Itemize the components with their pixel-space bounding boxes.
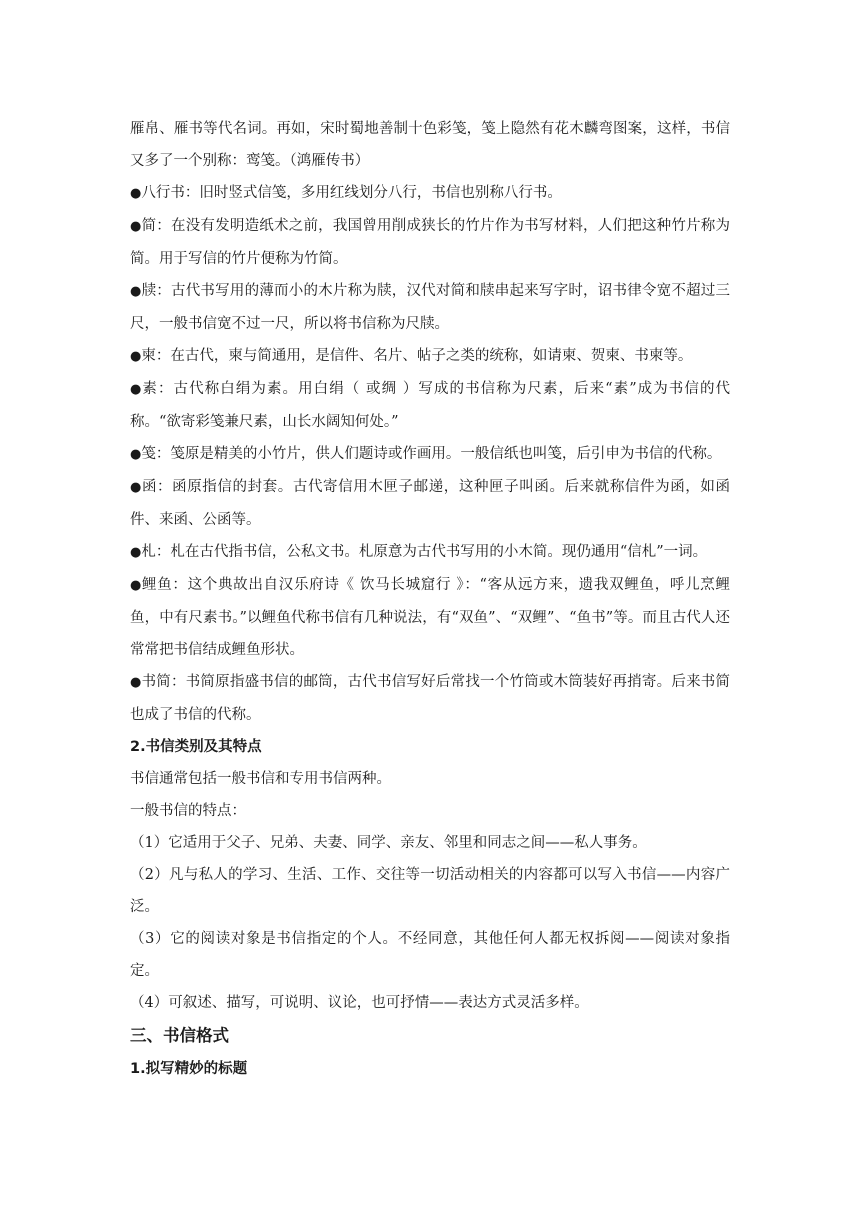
bullet-item-su: [130, 373, 730, 438]
section-heading-letter-types: 2.书信类别及其特点: [130, 739, 262, 755]
bullet-item-du: [130, 275, 730, 340]
bullet-icon: ●: [130, 349, 142, 364]
bullet-item-zha: [130, 536, 730, 569]
section-intro: 书信通常包括一般书信和专用书信两种。: [130, 771, 391, 787]
section-heading-letter-format: 三、书信格式: [130, 1026, 229, 1045]
bullet-icon: ●: [130, 284, 142, 299]
bullet-item-liyu: [130, 569, 730, 666]
bullet-text: 函：函原指信的封套。古代寄信用木匣子邮递，这种匣子叫函。后来就称信件为函，如函件、来函、公函等。: [130, 479, 730, 528]
bullet-text: 八行书：旧时竖式信笺，多用红线划分八行，书信也别称八行书。: [141, 185, 562, 201]
sub-heading-title: 1.拟写精妙的标题: [130, 1061, 248, 1077]
bullet-text: 简：在没有发明造纸术之前，我国曾用削成狭长的竹片作为书写材料，人们把这种竹片称为简。用于写信的竹片便称为竹简。: [130, 218, 730, 267]
intro-paragraph: 雁帛、雁书等代名词。再如，宋时蜀地善制十色彩笺，笺上隐然有花木麟弯图案，这样，书信又多了一个别称：鸾笺。（鸿雁传书）: [130, 121, 730, 169]
bullet-text: 柬：在古代，柬与简通用，是信件、名片、帖子之类的统称，如请柬、贺柬、书柬等。: [141, 348, 693, 364]
bullet-text: 书简：书简原指盛书信的邮筒，古代书信写好后常找一个竹筒或木筒装好再捎寄。后来书简也成了书信的代称。: [130, 674, 730, 723]
bullet-icon: ●: [130, 675, 142, 690]
bullet-text: 笺：笺原是精美的小竹片，供人们题诗或作画用。一般信纸也叫笺，后引申为书信的代称。: [141, 446, 722, 462]
bullet-text: 素：古代称白绢为素。用白绢（ 或绸 ）写成的书信称为尺素，后来“素”成为书信的代称。“欲寄彩笺兼尺素，山长水阔知何处。”: [130, 381, 731, 430]
bullet-icon: ●: [130, 545, 142, 560]
feature-item-3: （3）它的阅读对象是书信指定的个人。不经同意，其他任何人都无权拆阅——阅读对象指定。: [130, 931, 730, 979]
feature-item-4: （4）可叙述、描写，可说明、议论，也可抒情——表达方式灵活多样。: [130, 995, 589, 1011]
bullet-text: 鲤鱼：这个典故出自汉乐府诗《 饮马长城窟行 》：“客从远方来，遗我双鲤鱼，呼儿烹鲤鱼，中有尺素书。”以鲤鱼代称书信有几种说法，有“双鱼”、“双鲤”、“鱼书”等。而且古代人还常常把书信结成鲤鱼形状。: [130, 577, 731, 658]
bullet-icon: ●: [130, 578, 143, 593]
general-features-label: 一般书信的特点：: [130, 803, 246, 819]
bullet-icon: ●: [130, 382, 143, 397]
bullet-icon: ●: [130, 480, 142, 495]
bullet-icon: ●: [130, 186, 142, 201]
bullet-item-jian-paper: [130, 438, 730, 471]
bullet-item-baxingshu: [130, 177, 730, 210]
bullet-text: 牍：古代书写用的薄而小的木片称为牍，汉代对简和牍串起来写字时，诏书律令宽不超过三尺，一般书信宽不过一尺，所以将书信称为尺牍。: [130, 283, 730, 332]
document-body: [130, 113, 730, 1085]
feature-item-2: （2）凡与私人的学习、生活、工作、交往等一切活动相关的内容都可以写入书信——内容广泛。: [130, 867, 730, 915]
bullet-text: 札：札在古代指书信，公私文书。札原意为古代书写用的小木简。现仍通用“信札”一词。: [141, 544, 708, 560]
bullet-item-jian-card: [130, 340, 730, 373]
bullet-icon: ●: [130, 219, 142, 234]
feature-item-1: （1）它适用于父子、兄弟、夫妻、同学、亲友、邻里和同志之间——私人事务。: [130, 835, 647, 851]
bullet-icon: ●: [130, 447, 142, 462]
bullet-item-han: [130, 471, 730, 536]
bullet-item-jian: [130, 210, 730, 275]
bullet-item-shujian: [130, 666, 730, 731]
